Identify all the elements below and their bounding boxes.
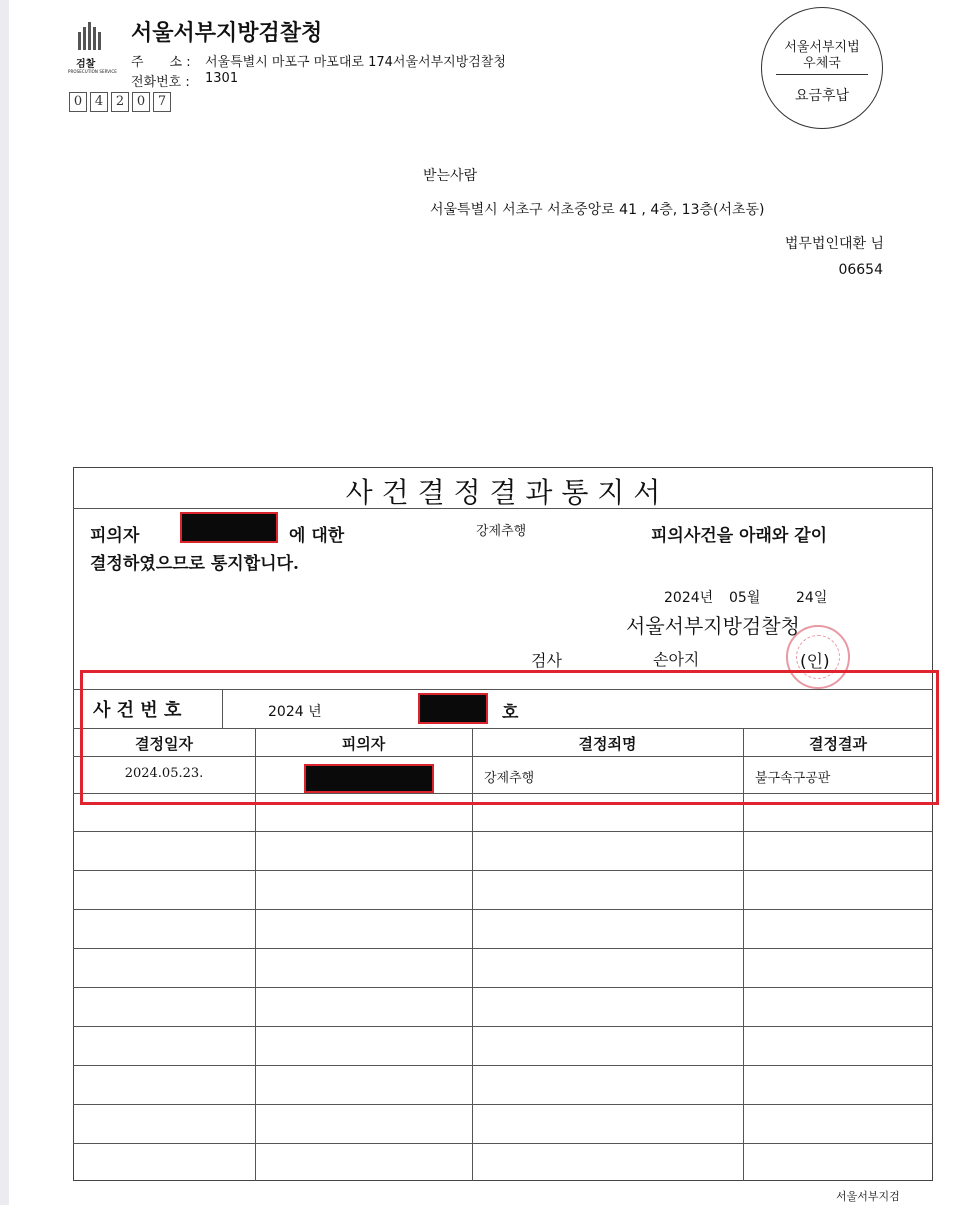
page-edge — [0, 0, 9, 1205]
table-line — [73, 987, 933, 988]
case-year: 2024 년 — [268, 704, 322, 720]
redacted-suspect-name — [180, 512, 278, 543]
logo-subtext: PROSECUTION SERVICE — [68, 69, 117, 74]
decision-result-cell: 불구속구공판 — [755, 771, 831, 786]
table-line — [73, 909, 933, 910]
table-line — [73, 948, 933, 949]
table-header-charge: 결정죄명 — [578, 735, 637, 753]
highlight-box — [80, 670, 939, 805]
table-line — [73, 870, 933, 871]
date-day: 24일 — [796, 590, 828, 606]
date-year: 2024년 — [664, 590, 714, 606]
zip-digit: 0 — [69, 92, 87, 112]
date-month: 05월 — [729, 590, 761, 606]
table-header-date: 결정일자 — [135, 735, 193, 753]
table-line — [73, 1104, 933, 1105]
recipient-address: 서울특별시 서초구 서초중앙로 41 , 4층, 13층(서초동) — [430, 202, 765, 218]
recipient-zip: 06654 — [838, 262, 883, 278]
sender-address: 서울특별시 마포구 마포대로 174서울서부지방검찰청 — [205, 55, 506, 70]
table-line — [73, 1143, 933, 1144]
postage-divider — [776, 74, 868, 75]
table-header-suspect: 피의자 — [341, 735, 386, 753]
table-line — [73, 831, 933, 832]
logo-text: 검찰 — [76, 59, 96, 70]
postage-line3: 요금후납 — [794, 88, 850, 104]
charge-text: 강제추행 — [476, 524, 527, 539]
case-number-label: 사 건 번 호 — [93, 700, 182, 721]
suspect-label: 피의자 — [90, 526, 140, 546]
recipient-label: 받는사람 — [423, 168, 478, 184]
sender-address-label: 주 소 : — [131, 55, 191, 70]
table-header-result: 결정결과 — [809, 735, 867, 753]
sender-phone-label: 전화번호 : — [131, 75, 190, 90]
issuing-office: 서울서부지방검찰청 — [626, 614, 800, 638]
notice-title: 사 건 결 정 결 과 통 지 서 — [345, 476, 661, 509]
table-line — [73, 1065, 933, 1066]
seal-mark: (인) — [800, 652, 830, 672]
sender-zip-code — [69, 92, 174, 112]
postage-line1: 서울서부지법 — [784, 40, 860, 55]
postage-line2: 우체국 — [803, 56, 841, 71]
prosecution-logo-icon — [78, 22, 102, 50]
zip-digit: 4 — [90, 92, 108, 112]
sender-office-name: 서울서부지방검찰청 — [131, 21, 323, 46]
footer-text: 서울서부지검 — [836, 1190, 900, 1203]
zip-digit: 7 — [153, 92, 171, 112]
postage-stamp — [761, 7, 883, 129]
decision-date-cell: 2024.05.23. — [124, 766, 204, 781]
prosecutor-label: 검사 — [531, 651, 562, 670]
prosecutor-name: 손아지 — [653, 650, 700, 669]
zip-digit: 2 — [111, 92, 129, 112]
about-text: 에 대한 — [289, 526, 345, 546]
table-line — [73, 1026, 933, 1027]
case-suffix: 호 — [502, 703, 519, 723]
zip-digit: 0 — [132, 92, 150, 112]
sentence-line2: 결정하였으므로 통지합니다. — [90, 554, 299, 574]
decision-notice-form — [73, 467, 933, 1181]
decision-charge-cell: 강제추행 — [484, 771, 535, 786]
sender-phone: 1301 — [205, 71, 239, 86]
recipient-name: 법무법인대환 님 — [784, 236, 884, 252]
sentence-tail: 피의사건을 아래와 같이 — [651, 526, 828, 546]
